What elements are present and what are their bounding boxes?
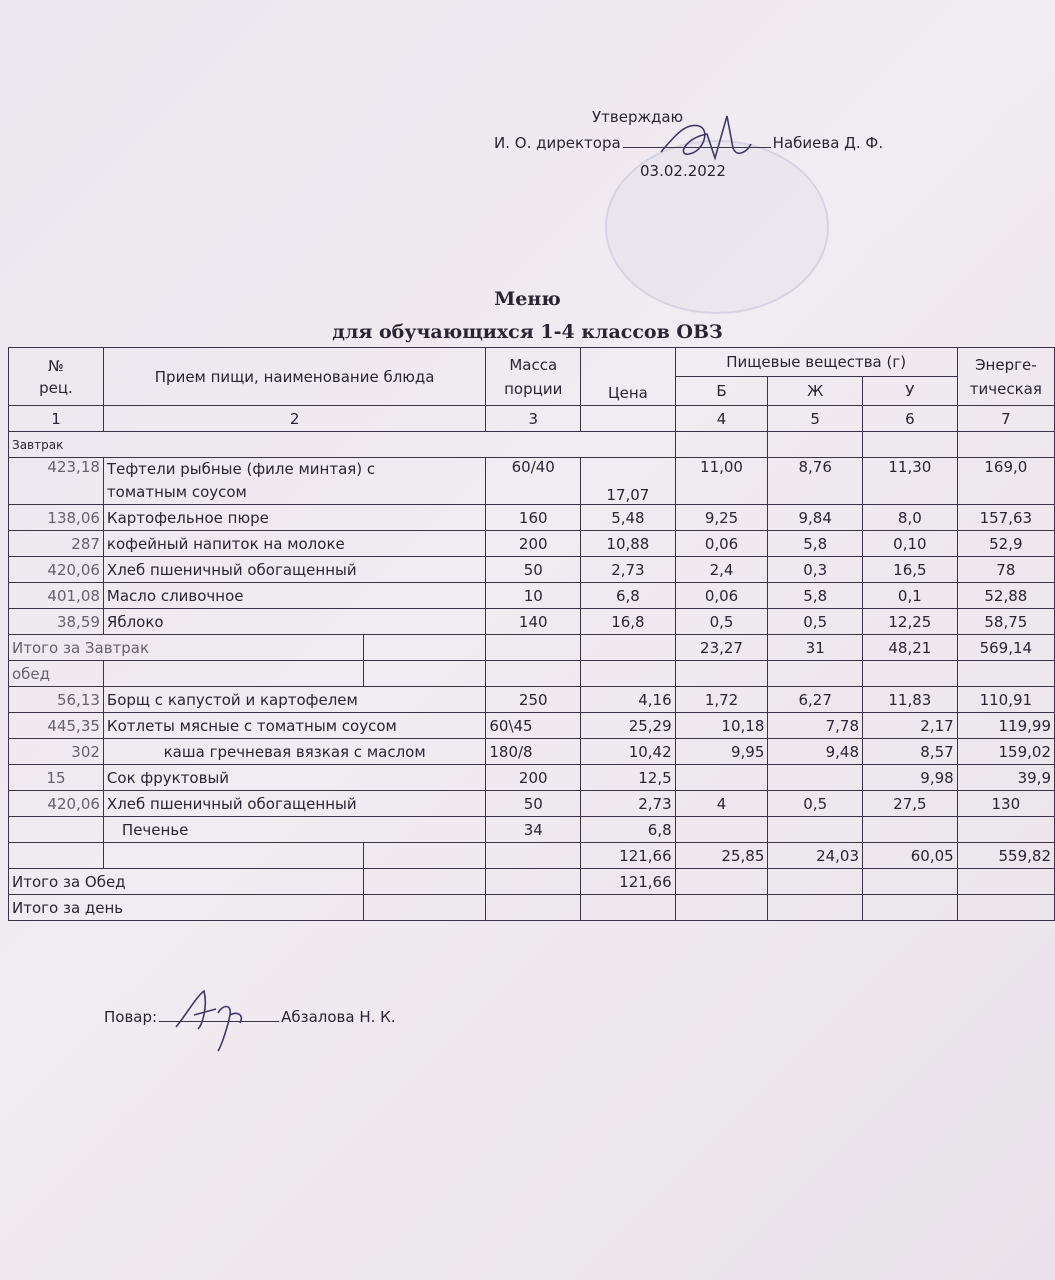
table-row	[9, 609, 1055, 635]
dish-name: Масло сливочное	[103, 583, 485, 609]
signature-line	[159, 1021, 279, 1022]
price: 121,66	[581, 869, 676, 895]
energy: 159,02	[957, 739, 1054, 765]
portion-mass: 50	[486, 557, 581, 583]
energy: 169,0	[957, 458, 1054, 505]
portion-mass: 200	[486, 531, 581, 557]
proteins: 0,5	[675, 609, 768, 635]
carbs: 60,05	[863, 843, 958, 869]
fats: 9,48	[768, 739, 863, 765]
dish-name: Печенье	[103, 817, 485, 843]
header-meal-name: Прием пищи, наименование блюда	[103, 348, 485, 406]
header-row-1	[9, 348, 1055, 377]
col-number: 2	[103, 406, 485, 432]
energy: 157,63	[957, 505, 1054, 531]
recipe-no: 56,13	[9, 687, 104, 713]
header-portion-mass: Масса порции	[486, 348, 581, 406]
table-row	[9, 765, 1055, 791]
fats: 9,84	[768, 505, 863, 531]
fats	[768, 817, 863, 843]
director-line	[494, 134, 883, 152]
dish-name: Хлеб пшеничный обогащенный	[103, 791, 485, 817]
breakfast-total-label: Итого за Завтрак	[9, 635, 364, 661]
table-row	[9, 817, 1055, 843]
energy: 78	[957, 557, 1054, 583]
header-fats: Ж	[768, 377, 863, 406]
carbs: 2,17	[863, 713, 958, 739]
recipe-no: 15	[9, 765, 104, 791]
fats: 5,8	[768, 583, 863, 609]
energy: 110,91	[957, 687, 1054, 713]
price: 4,16	[581, 687, 676, 713]
proteins: 10,18	[675, 713, 768, 739]
portion-mass: 60\45	[486, 713, 581, 739]
portion-mass: 160	[486, 505, 581, 531]
fats: 0,5	[768, 609, 863, 635]
proteins: 11,00	[675, 458, 768, 505]
proteins: 4	[675, 791, 768, 817]
document-title: Меню	[494, 288, 561, 310]
price: 17,07	[581, 458, 676, 505]
price: 25,29	[581, 713, 676, 739]
lunch-sum-row	[9, 843, 1055, 869]
portion-mass: 250	[486, 687, 581, 713]
price: 2,73	[581, 557, 676, 583]
proteins: 9,25	[675, 505, 768, 531]
fats: 6,27	[768, 687, 863, 713]
day-total-label: Итого за день	[9, 895, 364, 921]
recipe-no: 287	[9, 531, 104, 557]
price: 6,8	[581, 583, 676, 609]
column-numbers-row	[9, 406, 1055, 432]
dish-name: каша гречневая вязкая с маслом	[103, 739, 485, 765]
signature-line	[623, 147, 771, 148]
carbs	[863, 817, 958, 843]
carbs: 8,0	[863, 505, 958, 531]
position-label: И. О. директора	[494, 134, 621, 152]
col-number: 1	[9, 406, 104, 432]
col-number: 6	[863, 406, 958, 432]
dish-name: Сок фруктовый	[103, 765, 485, 791]
dish-name: Борщ с капустой и картофелем	[103, 687, 485, 713]
energy: 569,14	[957, 635, 1054, 661]
proteins: 23,27	[675, 635, 768, 661]
carbs: 48,21	[863, 635, 958, 661]
approval-block	[0, 0, 1055, 200]
recipe-no: 420,06	[9, 557, 104, 583]
carbs: 0,10	[863, 531, 958, 557]
energy: 39,9	[957, 765, 1054, 791]
carbs: 9,98	[863, 765, 958, 791]
price: 12,5	[581, 765, 676, 791]
table-row	[9, 791, 1055, 817]
lunch-total-row	[9, 869, 1055, 895]
cook-label: Повар:	[104, 1008, 158, 1026]
recipe-no: 445,35	[9, 713, 104, 739]
dish-name: Тефтели рыбные (филе минтая) с томатным соусом	[103, 458, 485, 505]
energy: 559,82	[957, 843, 1054, 869]
table-row	[9, 531, 1055, 557]
recipe-no: 420,06	[9, 791, 104, 817]
portion-mass: 200	[486, 765, 581, 791]
price: 10,42	[581, 739, 676, 765]
carbs: 12,25	[863, 609, 958, 635]
portion-mass: 10	[486, 583, 581, 609]
carbs: 0,1	[863, 583, 958, 609]
portion-mass: 140	[486, 609, 581, 635]
fats: 7,78	[768, 713, 863, 739]
col-number: 7	[957, 406, 1054, 432]
proteins	[675, 817, 768, 843]
table-row	[9, 713, 1055, 739]
portion-mass: 60/40	[486, 458, 581, 505]
col-number: 3	[486, 406, 581, 432]
lunch-total-label: Итого за Обед	[9, 869, 364, 895]
energy: 119,99	[957, 713, 1054, 739]
proteins: 0,06	[675, 583, 768, 609]
recipe-no: 138,06	[9, 505, 104, 531]
header-energy: Энерге- тическая	[957, 348, 1054, 406]
recipe-no: 302	[9, 739, 104, 765]
dish-name: Картофельное пюре	[103, 505, 485, 531]
fats: 5,8	[768, 531, 863, 557]
price: 121,66	[581, 843, 676, 869]
price: 2,73	[581, 791, 676, 817]
cook-signature-line	[104, 1008, 396, 1026]
cook-name: Абзалова Н. К.	[281, 1008, 396, 1026]
fats: 8,76	[768, 458, 863, 505]
table-row	[9, 505, 1055, 531]
table-row	[9, 687, 1055, 713]
fats: 0,3	[768, 557, 863, 583]
section-row	[9, 661, 1055, 687]
energy: 52,9	[957, 531, 1054, 557]
price: 16,8	[581, 609, 676, 635]
portion-mass: 34	[486, 817, 581, 843]
proteins: 1,72	[675, 687, 768, 713]
breakfast-total-row	[9, 635, 1055, 661]
day-total-row	[9, 895, 1055, 921]
header-carbs: У	[863, 377, 958, 406]
table-row	[9, 458, 1055, 505]
energy	[957, 817, 1054, 843]
header-price: Цена	[581, 348, 676, 406]
table-row	[9, 583, 1055, 609]
fats	[768, 765, 863, 791]
recipe-no	[9, 817, 104, 843]
carbs: 16,5	[863, 557, 958, 583]
col-number: 5	[768, 406, 863, 432]
recipe-no: 401,08	[9, 583, 104, 609]
portion-mass: 50	[486, 791, 581, 817]
proteins: 9,95	[675, 739, 768, 765]
director-name: Набиева Д. Ф.	[772, 134, 884, 152]
dish-name: кофейный напиток на молоке	[103, 531, 485, 557]
carbs: 11,83	[863, 687, 958, 713]
proteins: 2,4	[675, 557, 768, 583]
carbs: 27,5	[863, 791, 958, 817]
carbs: 8,57	[863, 739, 958, 765]
price: 5,48	[581, 505, 676, 531]
fats: 24,03	[768, 843, 863, 869]
menu-table	[8, 347, 1055, 921]
energy: 58,75	[957, 609, 1054, 635]
price: 10,88	[581, 531, 676, 557]
document-subtitle: для обучающихся 1-4 классов ОВЗ	[332, 321, 723, 343]
header-recipe-no: № рец.	[9, 348, 104, 406]
table-row	[9, 557, 1055, 583]
breakfast-section-label: Завтрак	[9, 432, 676, 458]
carbs: 11,30	[863, 458, 958, 505]
approve-label: Утверждаю	[592, 108, 684, 126]
energy: 52,88	[957, 583, 1054, 609]
dish-name: Яблоко	[103, 609, 485, 635]
fats: 0,5	[768, 791, 863, 817]
recipe-no: 38,59	[9, 609, 104, 635]
price: 6,8	[581, 817, 676, 843]
dish-name: Котлеты мясные с томатным соусом	[103, 713, 485, 739]
fats: 31	[768, 635, 863, 661]
table-row	[9, 739, 1055, 765]
lunch-section-label: обед	[9, 661, 104, 687]
proteins	[675, 765, 768, 791]
header-proteins: Б	[675, 377, 768, 406]
section-row	[9, 432, 1055, 458]
recipe-no: 423,18	[9, 458, 104, 505]
energy: 130	[957, 791, 1054, 817]
dish-name: Хлеб пшеничный обогащенный	[103, 557, 485, 583]
proteins: 25,85	[675, 843, 768, 869]
approval-date: 03.02.2022	[640, 162, 726, 180]
col-number: 4	[675, 406, 768, 432]
header-nutrients: Пищевые вещества (г)	[675, 348, 957, 377]
portion-mass: 180/8	[486, 739, 581, 765]
proteins: 0,06	[675, 531, 768, 557]
